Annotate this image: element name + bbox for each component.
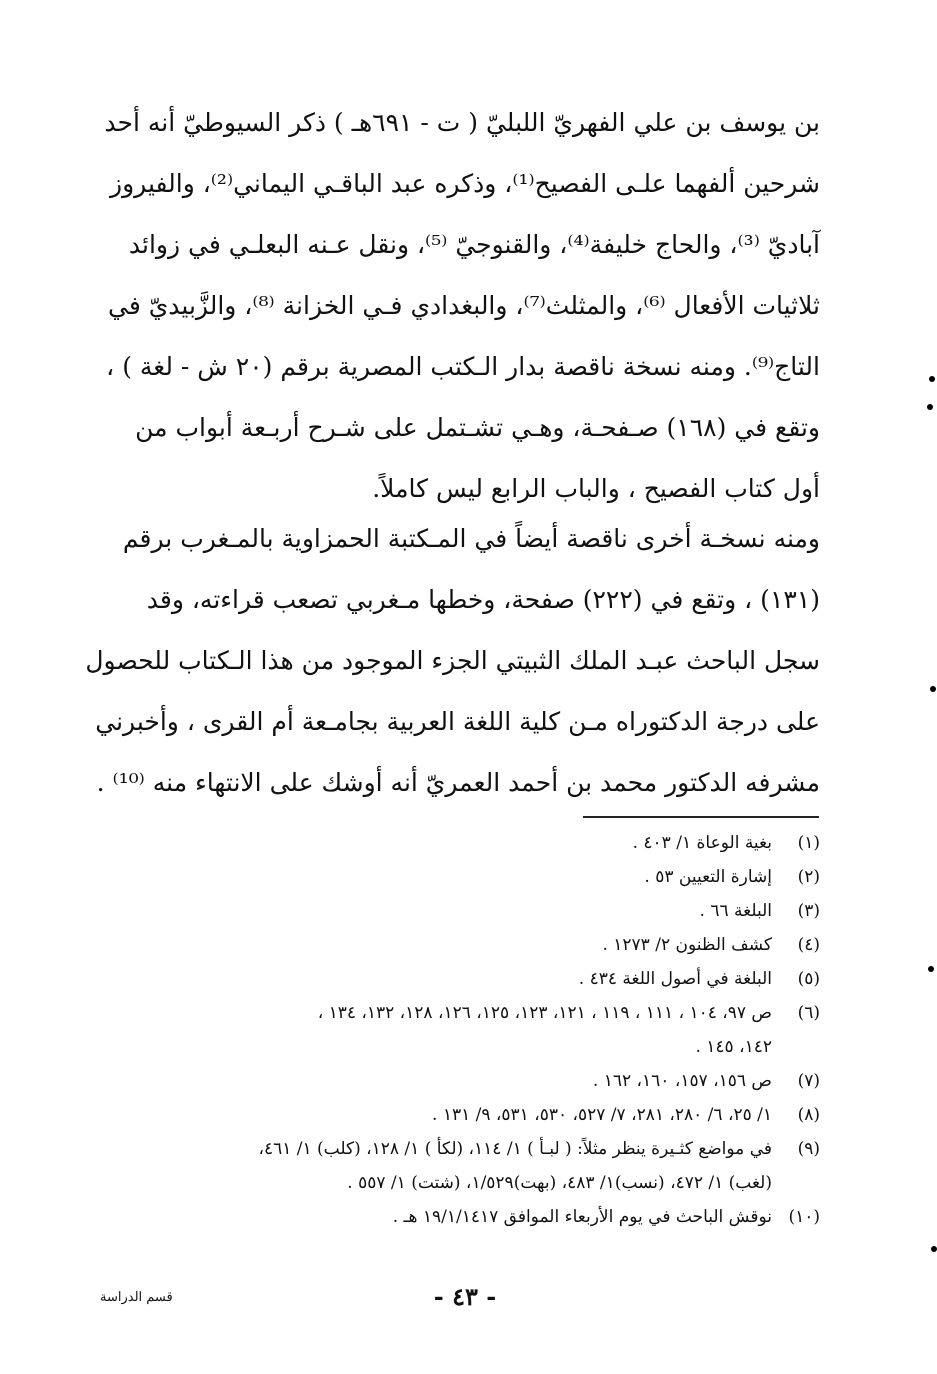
footnote-text: بغية الوعاة ١/ ٤٠٣ . (632, 833, 772, 853)
footnote-1 (100, 826, 820, 860)
footnote-7 (100, 1064, 820, 1098)
footnote-number: (٥) (797, 969, 820, 989)
page-number: - ٤٣ - (433, 1282, 497, 1311)
text-line: آباديّ ⁽³⁾، والحاج خليفة⁽⁴⁾، والقنوجيّ ⁽⁵⁾، ونقل عـنه البعلـي في زوائد (128, 230, 820, 259)
footnote-text: البلغة في أصول اللغة ٤٣٤ . (578, 969, 772, 989)
footnote-6 (100, 996, 820, 1064)
text-line: وتقع في (١٦٨) صـفحـة، وهـي تشـتمل على شـرح أربـعة أبواب من (135, 413, 820, 442)
footnote-number: (٤) (797, 935, 820, 955)
footnote-number: (٨) (797, 1105, 820, 1125)
scan-speck (927, 404, 933, 410)
footnote-3 (100, 894, 820, 928)
footnote-8 (100, 1098, 820, 1132)
text-line: بن يوسف بن علي الفهريّ اللبليّ ( ت - ٦٩١هـ ) ذكر السيوطيّ أنه أحد (104, 108, 820, 137)
scan-speck (930, 686, 936, 692)
section-label: قسم الدراسة (100, 1290, 173, 1305)
text-line: (١٣١) ، وتقع في (٢٢٢) صفحة، وخطها مـغربي تصعب قراءته، وقد (146, 585, 820, 614)
footnote-number: (٦) (797, 1003, 820, 1023)
footnote-number: (١) (797, 833, 820, 853)
footnote-9 (100, 1132, 820, 1200)
footnote-text: ١٤٢، ١٤٥ . (695, 1037, 772, 1057)
text-line: شرحين ألفهما علـى الفصيح⁽¹⁾، وذكره عبد الباقـي اليماني⁽²⁾، والفيروز (110, 169, 820, 198)
text-line: التاج⁽⁹⁾. ومنه نسخة ناقصة بدار الـكتب المصرية برقم (٢٠ ش - لغة ) ، (106, 352, 820, 381)
footnotes (100, 826, 820, 1234)
text-line: على درجة الدكتوراه مـن كلية اللغة العربية بجامـعة أم القرى ، وأخبرني (95, 707, 820, 736)
text-line: ثلاثيات الأفعال ⁽⁶⁾، والمثلث⁽⁷⁾، والبغدادي فـي الخزانة ⁽⁸⁾، والزَّبيديّ في (108, 291, 820, 320)
footnote-text: (لغب) ١/ ٤٧٢، (نسب)١/ ٤٨٣، (بهت)١/٥٢٩، (شتت) ١/ ٥٥٧ . (347, 1173, 772, 1193)
footnote-text: ١/ ٢٥، ٦/ ٢٨٠، ٢٨١، ٧/ ٥٢٧، ٥٣٠، ٥٣١، ٩/ ١٣١ . (432, 1105, 772, 1125)
text-line: مشرفه الدكتور محمد بن أحمد العمريّ أنه أوشك على الانتهاء منه ⁽¹⁰⁾ . (96, 768, 820, 797)
footnote-10 (100, 1200, 820, 1234)
footnote-text: إشارة التعيين ٥٣ . (644, 867, 772, 887)
paragraph-1 (100, 92, 820, 519)
scan-speck (929, 376, 935, 382)
footnote-number: (١٠) (788, 1207, 820, 1227)
footnote-number: (٣) (797, 901, 820, 921)
scan-speck (928, 966, 934, 972)
footnote-text: نوقش الباحث في يوم الأربعاء الموافق ١٩/١/١٤١٧ هـ . (392, 1207, 772, 1227)
paragraph-2 (85, 508, 820, 813)
footnote-number: (٧) (797, 1071, 820, 1091)
footnote-text: ص ٩٧، ١٠٤ ، ١١١ ، ١١٩ ، ١٢١، ١٢٣، ١٢٥، ١٢٦، ١٢٨، ١٣٢، ١٣٤ ، (317, 1003, 772, 1023)
text-line: سجل الباحث عبـد الملك الثبيتي الجزء الموجود من هذا الـكتاب للحصول (85, 646, 820, 675)
text-line: ومنه نسخـة أخرى ناقصة أيضاً في المـكتبة الحمزاوية بالمـغرب برقم (122, 524, 820, 553)
footnote-number: (٢) (797, 867, 820, 887)
footnote-text: في مواضع كثـيرة ينظر مثلاً: ( لبـأ ) ١/ ١١٤، (لكأ ) ١/ ١٢٨، (كلب) ١/ ٤٦١، (258, 1139, 772, 1159)
footnote-text: ص ١٥٦، ١٥٧، ١٦٠، ١٦٢ . (592, 1071, 772, 1091)
footnote-text: كشف الظنون ٢/ ١٢٧٣ . (602, 935, 772, 955)
text-line: أول كتاب الفصيح ، والباب الرابع ليس كاملاً. (372, 474, 820, 503)
footnote-4 (100, 928, 820, 962)
footnote-5 (100, 962, 820, 996)
footnote-separator (583, 816, 819, 818)
footnote-text: البلغة ٦٦ . (699, 901, 772, 921)
footnote-number: (٩) (797, 1139, 820, 1159)
scan-speck (931, 1246, 937, 1252)
footnote-2 (100, 860, 820, 894)
